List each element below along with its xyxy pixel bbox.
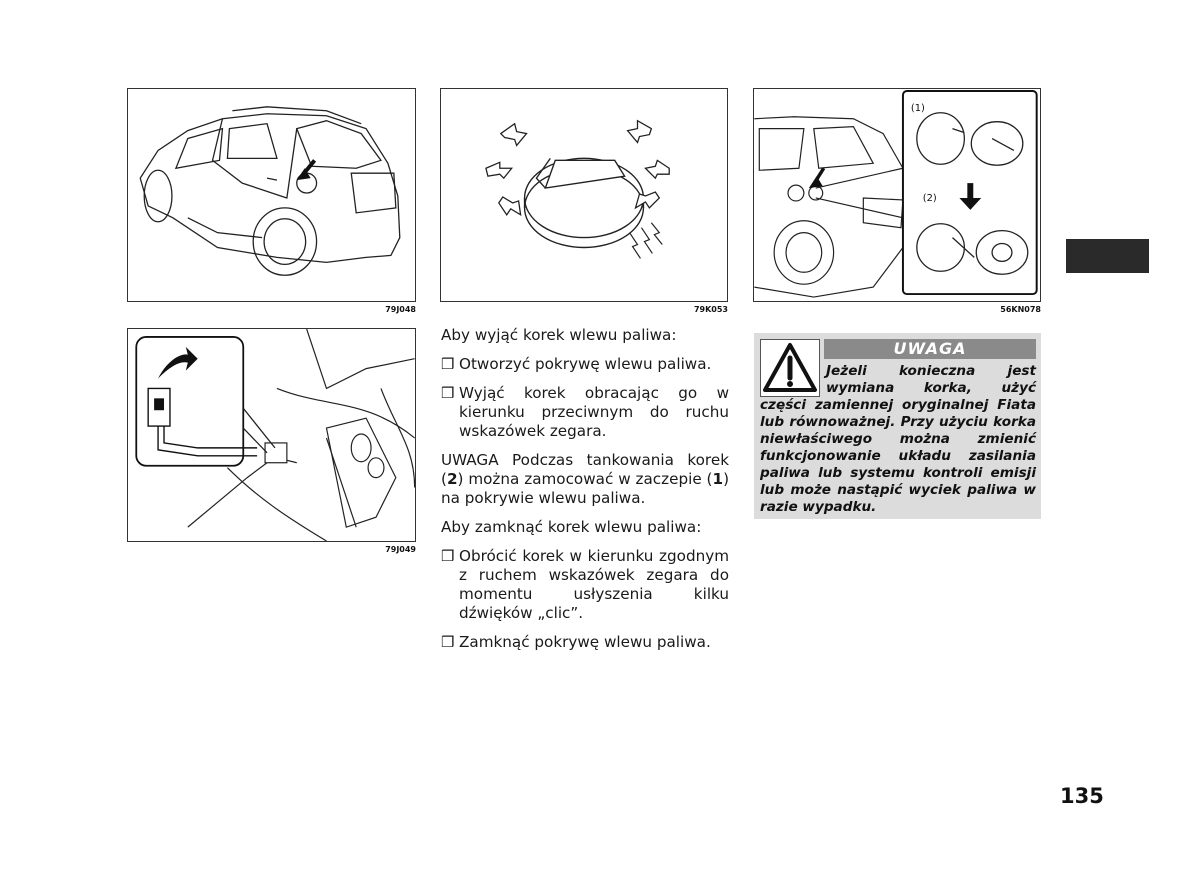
intro-close: Aby zamknąć korek wlewu paliwa:	[441, 518, 702, 536]
figure-fuel-cap	[440, 88, 728, 302]
lever-illustration	[128, 329, 415, 541]
car-cap-detail-illustration	[754, 89, 1040, 301]
warning-box	[754, 333, 1041, 519]
figure-code: 79J048	[385, 305, 416, 314]
step-close-cover: ❒ Zamknąć pokrywę wlewu paliwa.	[441, 633, 711, 651]
warning-title: UWAGA	[824, 339, 1036, 359]
figure-car-rear	[127, 88, 416, 302]
label-1: (1)	[910, 102, 925, 114]
bullet-icon: ❒	[441, 547, 455, 565]
note-refuel: UWAGA Podczas tankowania korek (2) można zamocować w zaczepie (1) na pokrywie wlewu paliwa.	[441, 451, 729, 507]
car-rear-illustration	[128, 89, 415, 301]
instructions	[441, 326, 729, 662]
figure-code: 56KN078	[1000, 305, 1041, 314]
step-open-cover: ❒ Otworzyć pokrywę wlewu paliwa.	[441, 355, 712, 373]
step-turn-cap: ❒ Obrócić korek w kierunku zgodnym z ruchem wskazówek zegara do momentu usłyszenia kilku dźwięków „clic”.	[441, 547, 729, 622]
intro-remove: Aby wyjąć korek wlewu paliwa:	[441, 326, 677, 344]
figure-lever	[127, 328, 416, 542]
figure-car-cap-detail	[753, 88, 1041, 302]
bullet-icon: ❒	[441, 633, 455, 651]
bullet-icon: ❒	[441, 355, 455, 373]
step-remove-cap: ❒ Wyjąć korek obracając go w kierunku przeciwnym do ruchu wskazówek zegara.	[441, 384, 729, 440]
warning-body: Jeżeli konieczna jest wymiana korka, użyć części zamiennej oryginalnej Fiata lub równoważnej. Przy użyciu korka niewłaściwego można zmienić funkcjonowanie układu zasilania paliwa lub systemu kontroli emisji lub może nastąpić wyciek paliwa w razie wypadku.	[760, 363, 1036, 515]
figure-code: 79K053	[693, 305, 728, 314]
bullet-icon: ❒	[441, 384, 455, 402]
section-tab	[1066, 239, 1149, 273]
fuel-cap-illustration	[441, 89, 727, 301]
label-2: (2)	[922, 192, 937, 204]
figure-code: 79J049	[385, 545, 416, 554]
page-number: 135	[1060, 784, 1104, 808]
